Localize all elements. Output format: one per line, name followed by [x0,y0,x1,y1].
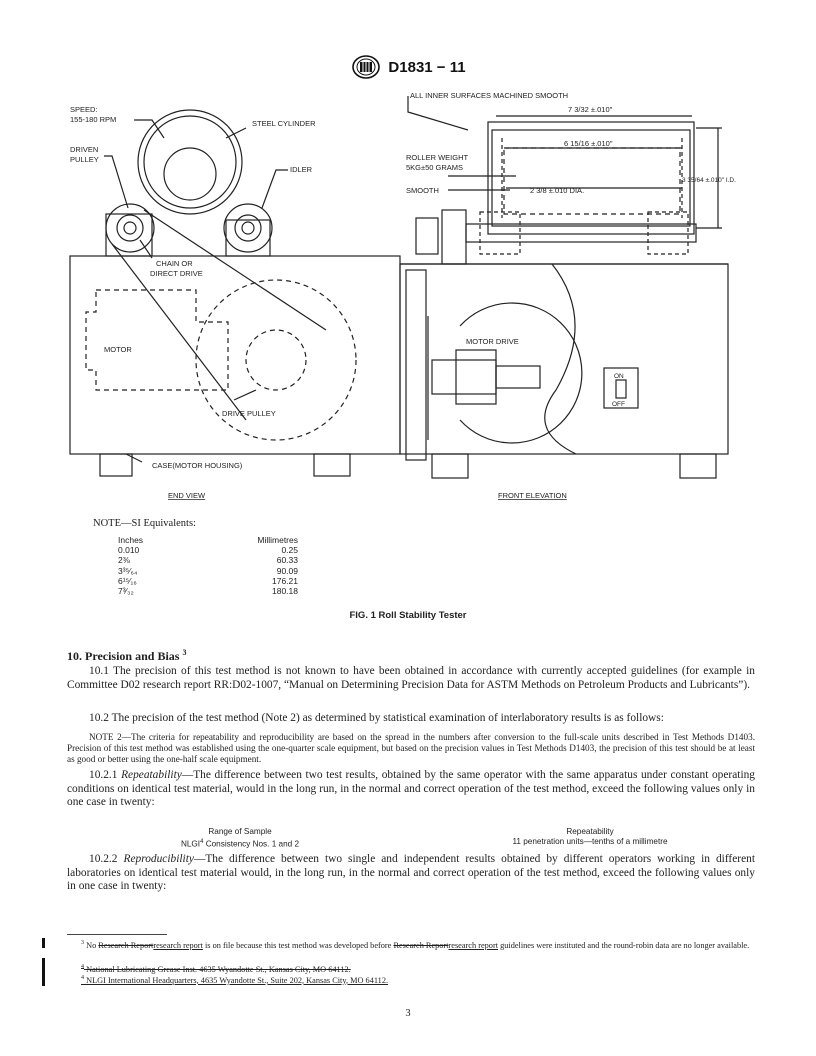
si-table-row: 0.010 0.25 [118,545,298,556]
si-table-row: 7³⁄₃₂ 180.18 [118,586,298,597]
revision-bar [42,958,45,986]
label-dim-dia: 2 3/8 ±.010 DIA. [530,186,585,195]
page-number: 3 [405,1008,411,1019]
standard-designation: D1831 − 11 [388,58,466,76]
label-motor-drive: MOTOR DRIVE [466,337,519,346]
footnote-4-old: $^4$ National Lubricating Grease Inst. 4635 Wyandotte St., Kansas City, MO 64112. [81,964,351,974]
label-case: CASE(MOTOR HOUSING) [152,461,243,470]
paragraph-10-2-2: 10.2.2 Reproducibility—The difference between two single and independent results obtained by different operators working in different laboratories on identical test material would, in the long run, in the normal and correct operation of the test method, exceed the following values only in one case in twenty: [67,853,755,893]
label-chain-1: CHAIN OR [156,259,193,268]
label-end-view: END VIEW [168,491,206,500]
label-inner-surfaces: ALL INNER SURFACES MACHINED SMOOTH [410,91,569,100]
astm-logo [350,54,382,80]
note-2: NOTE 2—The criteria for repeatability and reproducibility are based on the spread in the numbers after conversion to the full-scale units described in Test Methods D1403. Precision of this test method was established using the one-quarter scale equipment, but based on the precision values in Test Methods D1403, the precision of this test should be at least as good or better using the one-half scale equipment. [67,732,755,764]
si-table-row: 3³⁵⁄₆₄ 90.09 [118,565,298,576]
repeat-col-value: Repeatability 11 penetration units—tenths of a millimetre [512,827,668,846]
si-table-header [98,535,298,545]
label-chain-2: DIRECT DRIVE [150,269,203,278]
label-speed: SPEED: [70,105,98,114]
label-driven-pulley-2: PULLEY [70,155,99,164]
label-speed-value: 155-180 RPM [70,115,117,124]
label-roller-weight-1: ROLLER WEIGHT [406,153,469,162]
label-drive-pulley: DRIVE PULLEY [222,409,276,418]
revision-bar [42,938,45,948]
label-dim-id: 3 35/64 ±.010" I.D. [682,177,736,184]
label-dim-inner: 6 15/16 ±.010" [564,139,613,148]
label-motor: MOTOR [104,345,132,354]
label-roller-weight-2: 5KG±50 GRAMS [406,163,464,172]
paragraph-10-2: 10.2 The precision of the test method (Note 2) as determined by statistical examination of interlaboratory results is as follows: [89,712,664,724]
paragraph-10-1: 10.1 The precision of this test method is not known to have been obtained in accordance with currently accepted guidelines (for example in Committee D02 research report RR:D02-1007, “Manual on Determining Precision Data for ASTM Methods on Petroleum Products and Lubricants”). [67,665,755,691]
paragraph-10-2-1: 10.2.1 Repeatability—The difference between two test results, obtained by the same operator with the same apparatus under constant operating conditions on identical test material, would in the long run, in the normal and correct operation of the test method, exceed the following values only in one case in twenty: [67,769,755,809]
label-switch-on: ON [614,373,624,380]
label-steel-cylinder: STEEL CYLINDER [252,119,316,128]
si-table-row: 6¹⁵⁄₁₆ 176.21 [118,575,298,586]
label-idler: IDLER [290,165,313,174]
label-smooth: SMOOTH [406,186,439,195]
si-col-mm: Millimetres [257,535,298,545]
footnote-3: $^3$ No Research Reportresearch report is on file because this test method was developed before Research Reportresearch report guidelines were instituted and the round-robin data are no longer available. [81,940,750,950]
label-dim-length: 7 3/32 ±.010" [568,105,613,114]
si-equivalents-note: NOTE—SI Equivalents: [93,518,196,529]
repeat-col-range: Range of Sample NLGI$^4$ Consistency Nos. 1 and 2 [180,827,300,849]
figure-caption: FIG. 1 Roll Stability Tester [349,610,467,621]
footnote-4-new: $^4$ NLGI International Headquarters, 4635 Wyandotte St., Suite 202, Kansas City, MO 64112. [81,975,389,985]
page-header [0,52,816,82]
section-title: 10. Precision and Bias $^3$ [67,648,187,663]
roll-stability-tester-figure [56,90,760,510]
label-driven-pulley-1: DRIVEN [70,145,99,154]
footnote-rule [67,934,167,935]
si-equivalents-table [98,535,298,596]
si-col-inches: Inches [118,535,144,545]
label-front-elevation: FRONT ELEVATION [498,491,567,500]
si-table-row: 2⅜ 60.33 [118,555,298,566]
label-switch-off: OFF [612,401,625,408]
